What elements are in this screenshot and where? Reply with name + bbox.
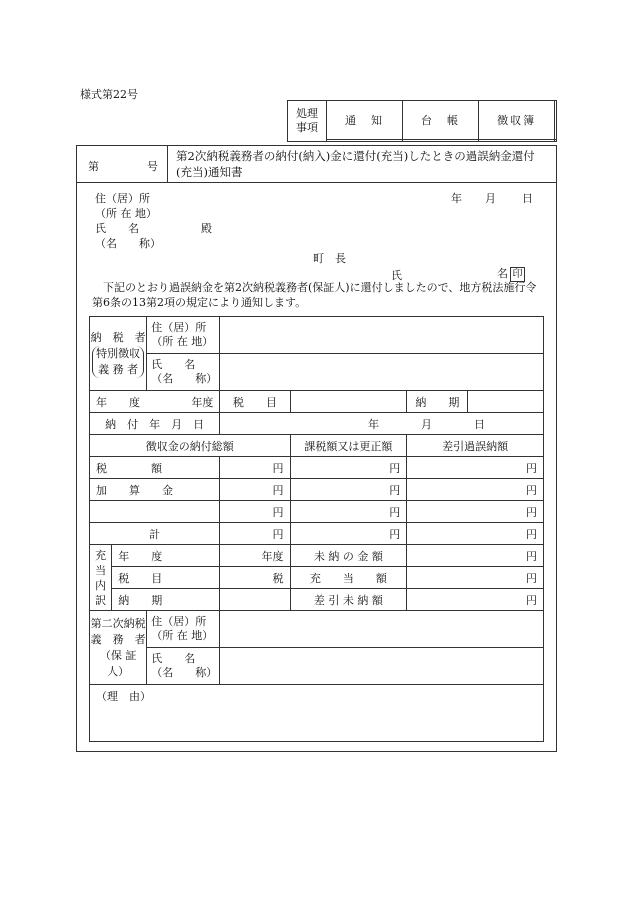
processing-col-ledger: 台 帳 (403, 101, 479, 140)
second-name-label: 氏 名 （名 称） (147, 648, 220, 685)
app-tax-unit: 税 (220, 567, 290, 589)
yen-unit: 円 (220, 523, 290, 545)
addressee-name-label: 氏 名 (95, 222, 139, 235)
issuer-name-label-1: 氏 (391, 269, 402, 282)
col-header-overpaid: 差引過誤納額 (407, 435, 544, 457)
app-due-value (220, 589, 290, 611)
row-blank (90, 501, 220, 523)
processing-cell (479, 139, 555, 141)
issuer-title: 町 長 (313, 252, 346, 265)
col-header-assessed: 課税額又は更正額 (290, 435, 407, 457)
row-tax-amount: 税 額 (90, 457, 220, 479)
fiscal-year-row: 年 度 年度 (90, 391, 220, 413)
processing-label: 処理 事項 (288, 101, 327, 142)
processing-col-notice: 通 知 (327, 101, 403, 140)
processing-cell (327, 139, 403, 141)
app-year-label: 年 度 (112, 545, 220, 567)
yen-unit: 円 (220, 479, 290, 501)
col-header-total-paid: 徴収金の納付総額 (90, 435, 291, 457)
yen-unit: 円 (407, 567, 544, 589)
yen-unit: 円 (407, 523, 544, 545)
honorific: 殿 (201, 222, 212, 235)
due-value (468, 391, 544, 413)
taxpayer-name-label: 氏 名 （名 称） (147, 354, 220, 391)
unpaid-amount-label: 未 納 の 金 額 (290, 545, 407, 567)
app-year-unit: 年度 (220, 545, 290, 567)
yen-unit: 円 (407, 501, 544, 523)
processing-cell (555, 139, 557, 141)
notice-text: 下記のとおり過誤納金を第2次納税義務者(保証人)に還付しましたので、地方税法施行令第6条の13第2項の規定により通知します。 (92, 281, 537, 309)
reason-box: （理 由） (90, 685, 544, 742)
tax-item-label: 税 目 (220, 391, 290, 413)
app-due-label: 納 期 (112, 589, 220, 611)
yen-unit: 円 (407, 457, 544, 479)
appropriation-label: 充 当 内 訳 (90, 545, 112, 611)
yen-unit: 円 (290, 457, 407, 479)
row-total: 計 (90, 523, 220, 545)
yen-unit: 円 (407, 589, 544, 611)
document-title: 第2次納税義務者の納付(納入)金に還付(充当)したときの過誤納金還付(充当)通知書 (176, 149, 535, 179)
form-number: 様式第22号 (80, 88, 138, 101)
yen-unit: 円 (407, 545, 544, 567)
date-day: 日 (522, 192, 533, 205)
details-table (89, 316, 544, 742)
yen-unit: 円 (220, 457, 290, 479)
taxpayer-name-value (220, 354, 544, 391)
taxpayer-label: 納 税 者 特別徴収 義 務 者 (90, 317, 147, 391)
yen-unit: 円 (407, 479, 544, 501)
applied-amount-label: 充 当 額 (290, 567, 407, 589)
app-tax-label: 税 目 (112, 567, 220, 589)
paid-date-value: 年 月 日 (220, 413, 544, 435)
tax-item-value (290, 391, 407, 413)
second-taxpayer-label: 第二次納税 義 務 者 （保 証 人） (90, 611, 147, 685)
header-divider (167, 145, 168, 183)
seal-stamp-icon: 印 (510, 267, 525, 282)
processing-col-collection: 徴収簿 (479, 101, 555, 140)
issuer-name-label-2: 名 印 (497, 265, 525, 282)
remaining-unpaid-label: 差 引 未 納 額 (290, 589, 407, 611)
addressee-address-label: 住（居）所 (95, 192, 150, 205)
second-address-label: 住（居）所 （所 在 地） (147, 611, 220, 648)
yen-unit: 円 (290, 501, 407, 523)
processing-col-blank (555, 101, 557, 140)
processing-cell (403, 139, 479, 141)
second-address-value (220, 611, 544, 648)
yen-unit: 円 (290, 523, 407, 545)
yen-unit: 円 (220, 501, 290, 523)
due-label: 納 期 (407, 391, 468, 413)
date-month: 月 (485, 192, 496, 205)
paid-date-label: 納 付 年 月 日 (90, 413, 220, 435)
second-name-value (220, 648, 544, 685)
row-surcharge: 加 算 金 (90, 479, 220, 501)
addressee-name-sub: （名 称） (95, 237, 161, 250)
yen-unit: 円 (290, 479, 407, 501)
taxpayer-address-value (220, 317, 544, 354)
addressee-address-sub: （所 在 地） (95, 207, 157, 220)
date-year: 年 (451, 192, 462, 205)
taxpayer-address-label: 住（居）所 （所 在 地） (147, 317, 220, 354)
processing-box (287, 100, 557, 142)
document-number-label: 第 号 (88, 160, 158, 173)
